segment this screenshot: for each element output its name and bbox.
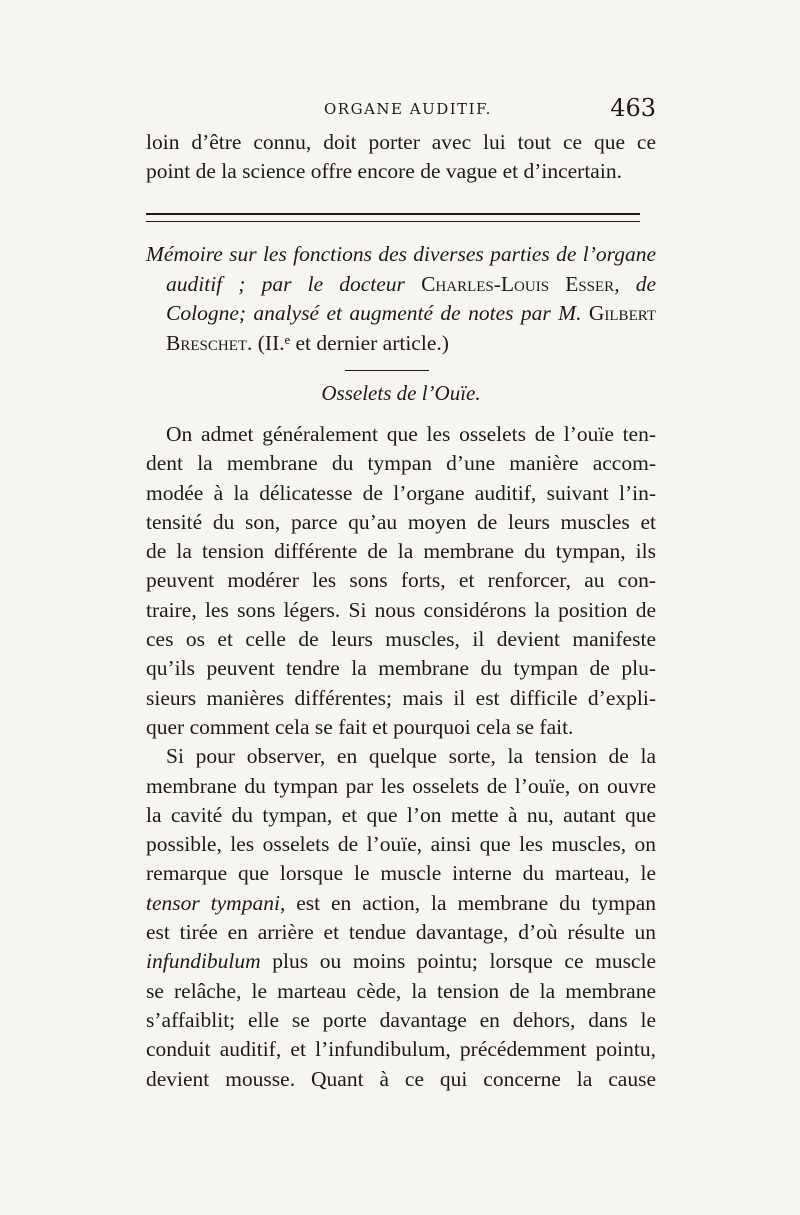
text-line [146,947,656,976]
text-line: tensité du son, parce qu’au moyen de leurs muscles et [146,509,656,534]
heading-text: auditif ; par le docteur [166,271,422,296]
latin-term: tensor tympani [146,890,280,915]
text-segment: plus ou moins pointu; lorsque ce muscle [260,949,656,974]
text-line: traire, les sons légers. Si nous considérons la position de [146,597,656,622]
carryover-paragraph [146,128,656,187]
short-rule [345,370,429,371]
body-text [146,420,656,1094]
heading-text: , de [614,271,656,296]
latin-term: infundibulum [146,949,261,974]
section-separator-rule [146,213,640,222]
text-line: quer comment cela se fait et pourquoi cela se fait. [146,714,574,739]
article-heading [146,240,656,358]
editor-name: Breschet [166,330,248,355]
article-heading-line [146,299,656,329]
text-line: qu’ils peuvent tendre la membrane du tympan de plu- [146,656,656,681]
text-line: sieurs manières différentes; mais il est difficile d’expli- [146,685,656,710]
text-line: devient mousse. Quant à ce qui concerne la cause [146,1066,656,1091]
text-line: de la tension différente de la membrane du tympan, ils [146,539,656,564]
running-head [146,96,656,124]
text-line [146,889,656,918]
text-line: conduit auditif, et l’infundibulum, précédemment pointu, [146,1037,656,1062]
carryover-line: point de la science offre encore de vague et d’incertain. [146,159,622,184]
text-line: possible, les osselets de l’ouïe, ainsi que les muscles, on [146,832,656,857]
text-segment: , est en action, la membrane du tympan [279,890,656,915]
text-line: remarque que lorsque le muscle interne du marteau, le [146,861,656,886]
article-heading-line: Mémoire sur les fonctions des diverses parties de l’organe [146,242,656,266]
text-line: peuvent modérer les sons forts, et renforcer, au con- [146,568,656,593]
section-title: Osselets de l’Ouïe. [321,381,481,405]
article-heading-line [146,329,656,359]
page-number: 463 [610,94,656,122]
carryover-line: loin d’être connu, doit porter avec lui tout ce que ce [146,130,656,154]
text-line: ces os et celle de leurs muscles, il devient manifeste [146,627,656,652]
text-line: est tirée en arrière et tendue davantage, d’où résulte un [146,920,656,945]
text-line: On admet généralement que les osselets de l’ouïe ten- [166,422,656,446]
author-name: Charles-Louis Esser [421,271,615,296]
text-line: la cavité du tympan, et que l’on mette à nu, autant que [146,802,656,827]
article-heading-line [146,270,656,300]
text-line: dent la membrane du tympan d’une manière accom- [146,451,656,476]
editor-name: Gilbert [588,301,656,325]
text-line: se relâche, le marteau cède, la tension de la membrane [146,978,656,1003]
text-line: s’affaiblit; elle se porte davantage en dehors, dans le [146,1007,656,1032]
article-note: . (II.ᵉ et dernier article.) [247,330,449,355]
text-line: Si pour observer, en quelque sorte, la tension de la [166,744,656,769]
text-line: membrane du tympan par les osselets de l’ouïe, on ouvre [146,773,656,798]
heading-text: Cologne; analysé et augmenté de notes par M. [166,301,589,325]
running-title: ORGANE AUDITIF. [324,100,492,118]
text-line: modée à la délicatesse de l’organe auditif, suivant l’in- [146,480,656,505]
